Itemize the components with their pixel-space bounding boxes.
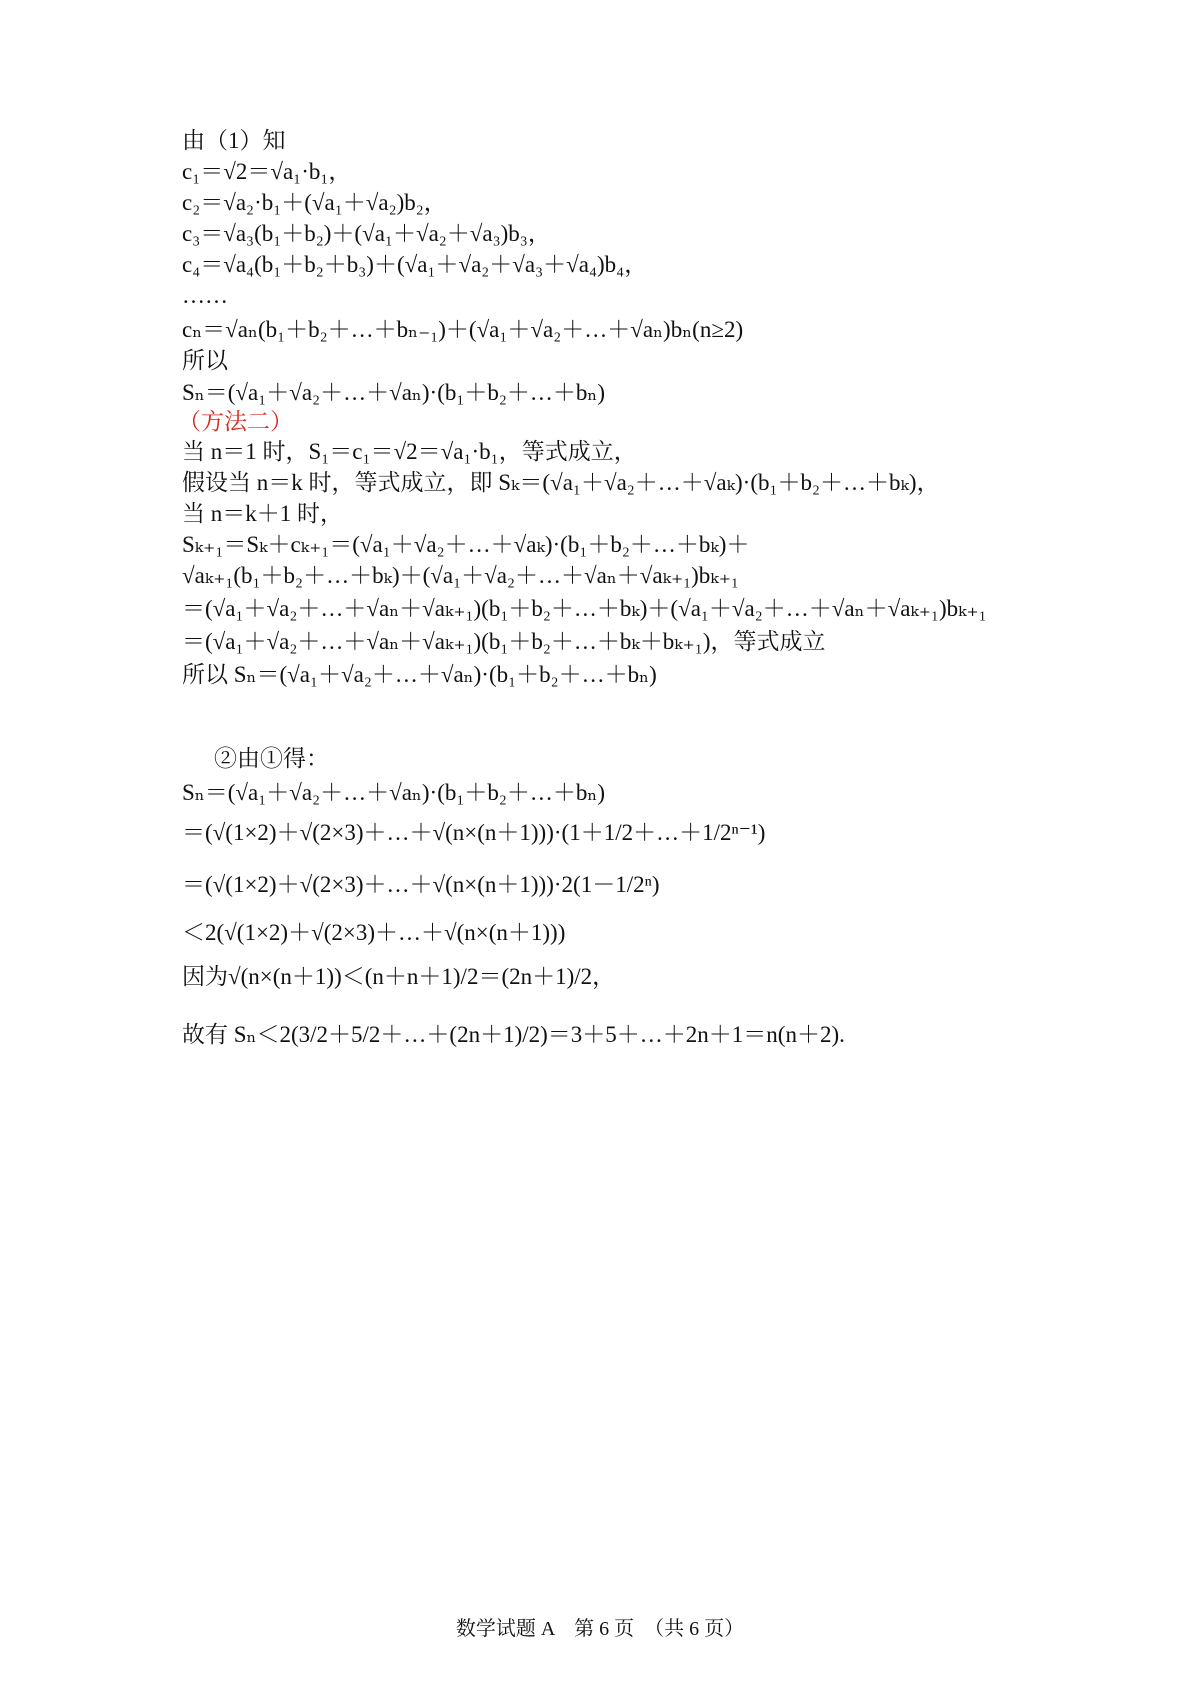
math-formula: c₁＝√2＝√a₁·b₁， — [182, 159, 352, 184]
math-formula: ＝(√(1×2)＋√(2×3)＋…＋√(n×(n＋1)))·2(1－1/2ⁿ) — [182, 872, 660, 897]
line-6 — [182, 281, 228, 311]
math-formula: ＜2(√(1×2)＋√(2×3)＋…＋√(n×(n＋1))) — [182, 920, 566, 945]
line-12 — [182, 468, 940, 498]
math-formula: √aₖ₊₁(b₁＋b₂＋…＋bₖ)＋(√a₁＋√a₂＋…＋√aₙ＋√aₖ₊₁)bₖ₊₁ — [182, 563, 739, 588]
line-19 — [214, 744, 329, 774]
math-formula: c₃＝√a₃(b₁＋b₂)＋(√a₁＋√a₂＋√a₃)b₃， — [182, 221, 551, 246]
math-formula: 所以 Sₙ＝(√a₁＋√a₂＋…＋√aₙ)·(b₁＋b₂＋…＋bₙ) — [182, 662, 657, 687]
math-formula: Sₙ＝(√a₁＋√a₂＋…＋√aₙ)·(b₁＋b₂＋…＋bₙ) — [182, 780, 606, 805]
line-text: 所以 — [182, 348, 228, 373]
line-9 — [182, 378, 605, 408]
line-text: ②由①得： — [214, 746, 329, 771]
math-formula: ＝(√(1×2)＋√(2×3)＋…＋√(n×(n＋1)))·(1＋1/2＋…＋1/2ⁿ⁻¹) — [182, 820, 766, 845]
line-18 — [182, 660, 657, 690]
math-formula: 当 n＝1 时，S₁＝c₁＝√2＝√a₁·b₁，等式成立， — [182, 439, 637, 464]
line-15 — [182, 561, 739, 591]
line-text: 由（1）知 — [182, 128, 286, 153]
math-formula: ＝(√a₁＋√a₂＋…＋√aₙ＋√aₖ₊₁)(b₁＋b₂＋…＋bₖ)＋(√a₁＋√a₂＋…＋√aₙ＋√aₖ₊₁)bₖ₊₁ — [182, 596, 987, 621]
line-24 — [182, 962, 615, 992]
line-8 — [182, 346, 228, 376]
line-4 — [182, 219, 551, 249]
math-formula: 因为√(n×(n＋1))＜(n＋n＋1)/2＝(2n＋1)/2， — [182, 964, 616, 989]
line-2 — [182, 157, 351, 187]
line-14 — [182, 530, 749, 560]
ellipsis: …… — [182, 283, 228, 308]
method-two-heading — [178, 407, 293, 437]
math-formula: c₄＝√a₄(b₁＋b₂＋b₃)＋(√a₁＋√a₂＋√a₃＋√a₄)b₄， — [182, 252, 648, 277]
line-23 — [182, 918, 565, 948]
line-16 — [182, 594, 987, 624]
line-21 — [182, 818, 765, 848]
math-formula: Sₖ₊₁＝Sₖ＋cₖ₊₁＝(√a₁＋√a₂＋…＋√aₖ)·(b₁＋b₂＋…＋bₖ)＋ — [182, 532, 750, 557]
line-13 — [182, 499, 343, 529]
line-17 — [182, 627, 825, 657]
line-22 — [182, 870, 660, 900]
math-formula: 当 n＝k＋1 时， — [182, 501, 343, 526]
line-7 — [182, 315, 743, 345]
line-25 — [182, 1020, 845, 1050]
line-11 — [182, 437, 637, 467]
math-formula: 故有 Sₙ＜2(3/2＋5/2＋…＋(2n＋1)/2)＝3＋5＋…＋2n＋1＝n(n＋2). — [182, 1022, 845, 1047]
line-20 — [182, 778, 605, 808]
math-formula: ＝(√a₁＋√a₂＋…＋√aₙ＋√aₖ₊₁)(b₁＋b₂＋…＋bₖ＋bₖ₊₁)，等式成立 — [182, 629, 826, 654]
math-formula: Sₙ＝(√a₁＋√a₂＋…＋√aₙ)·(b₁＋b₂＋…＋bₙ) — [182, 380, 606, 405]
math-formula: c₂＝√a₂·b₁＋(√a₁＋√a₂)b₂， — [182, 190, 447, 215]
math-formula: cₙ＝√aₙ(b₁＋b₂＋…＋bₙ₋₁)＋(√a₁＋√a₂＋…＋√aₙ)bₙ(n≥2) — [182, 317, 744, 342]
math-formula: 假设当 n＝k 时，等式成立，即 Sₖ＝(√a₁＋√a₂＋…＋√aₖ)·(b₁＋b₂＋…＋bₖ)， — [182, 470, 940, 495]
line-3 — [182, 188, 447, 218]
line-text: （方法二） — [178, 409, 293, 434]
page-footer: 数学试题 A 第 6 页 （共 6 页） — [455, 1618, 745, 1640]
line-5 — [182, 250, 647, 280]
line-1 — [182, 126, 286, 156]
